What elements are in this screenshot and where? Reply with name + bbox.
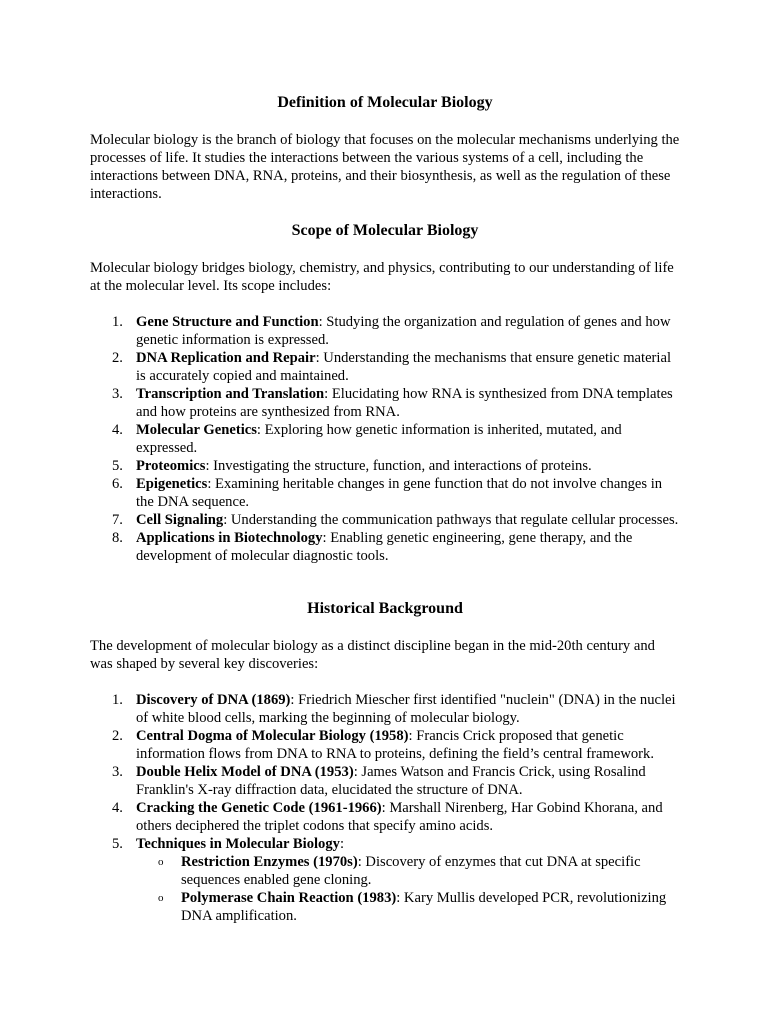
list-number: 3. [112, 764, 123, 780]
section-heading-scope: Scope of Molecular Biology [291, 222, 479, 239]
list-term: Cell Signaling [136, 512, 224, 528]
list-item [90, 475, 680, 511]
list-number: 6. [112, 476, 123, 492]
list-term: Restriction Enzymes (1970s) [181, 854, 358, 870]
list-item [90, 313, 680, 349]
list-item [90, 727, 680, 763]
scope-list [90, 313, 680, 565]
list-text: : Examining heritable changes in gene function that do not involve changes in the DNA sequence. [136, 476, 663, 510]
list-item [90, 799, 680, 835]
list-text: : Exploring how genetic information is inherited, mutated, and expressed. [136, 422, 622, 456]
list-number: 7. [112, 512, 123, 528]
sub-list-item [136, 889, 680, 925]
list-term: DNA Replication and Repair [136, 350, 316, 366]
list-text: : Francis Crick proposed that genetic information flows from DNA to RNA to proteins, defining the field’s central framework. [136, 728, 654, 762]
list-term: Proteomics [136, 458, 206, 474]
definition-paragraph: Molecular biology is the branch of biology that focuses on the molecular mechanisms underlying the processes of life. It studies the interactions between the various systems of a cell, including the interactions between DNA, RNA, proteins, and their biosynthesis, as well as the regulation of these interactions. [90, 132, 680, 202]
list-term: Discovery of DNA (1869) [136, 692, 291, 708]
list-term: Polymerase Chain Reaction (1983) [181, 890, 397, 906]
list-text: : Marshall Nirenberg, Har Gobind Khorana, and others deciphered the triplet codons that specify amino acids. [136, 800, 663, 834]
list-term: Epigenetics [136, 476, 208, 492]
list-text: : Kary Mullis developed PCR, revolutionizing DNA amplification. [181, 890, 667, 924]
list-text: : Friedrich Miescher first identified "nuclein" (DNA) in the nuclei of white blood cells, marking the beginning of molecular biology. [136, 692, 676, 726]
list-term: Gene Structure and Function [136, 314, 319, 330]
sub-list-item [136, 853, 680, 889]
list-number: 2. [112, 728, 123, 744]
list-item [90, 457, 680, 475]
section-heading-history: Historical Background [307, 600, 463, 617]
list-item [90, 349, 680, 385]
list-item [90, 385, 680, 421]
history-paragraph: The development of molecular biology as a distinct discipline began in the mid-20th century and was shaped by several key discoveries: [90, 638, 655, 672]
list-text: : Investigating the structure, function, and interactions of proteins. [205, 458, 592, 474]
list-item [90, 511, 680, 529]
list-number: 1. [112, 692, 123, 708]
list-term: Cracking the Genetic Code (1961-1966) [136, 800, 382, 816]
list-term: Applications in Biotechnology [136, 530, 323, 546]
list-text: : Understanding the mechanisms that ensure genetic material is accurately copied and maintained. [136, 350, 671, 384]
list-number: 5. [112, 836, 123, 852]
list-term: Central Dogma of Molecular Biology (1958) [136, 728, 409, 744]
section-heading-definition: Definition of Molecular Biology [277, 94, 493, 111]
list-number: 1. [112, 314, 123, 330]
list-text: : James Watson and Francis Crick, using Rosalind Franklin's X-ray diffraction data, elucidated the structure of DNA. [136, 764, 646, 798]
bullet-icon: o [158, 856, 164, 868]
list-term: Double Helix Model of DNA (1953) [136, 764, 354, 780]
list-term: Techniques in Molecular Biology [136, 836, 340, 852]
list-term: Molecular Genetics [136, 422, 257, 438]
scope-paragraph: Molecular biology bridges biology, chemistry, and physics, contributing to our understanding of life at the molecular level. Its scope includes: [90, 260, 674, 294]
list-number: 4. [112, 800, 123, 816]
list-number: 3. [112, 386, 123, 402]
list-item [90, 763, 680, 799]
list-item [90, 691, 680, 727]
list-number: 2. [112, 350, 123, 366]
list-number: 8. [112, 530, 123, 546]
list-text: : Enabling genetic engineering, gene therapy, and the development of molecular diagnostic tools. [136, 530, 633, 564]
history-list [90, 691, 680, 925]
list-text: : Understanding the communication pathways that regulate cellular processes. [223, 512, 679, 528]
list-item [90, 421, 680, 457]
list-term: Transcription and Translation [136, 386, 325, 402]
list-item [90, 529, 680, 565]
sub-list [136, 853, 680, 925]
bullet-icon: o [158, 892, 164, 904]
list-text: : [339, 836, 344, 852]
list-text: : Elucidating how RNA is synthesized from DNA templates and how proteins are synthesized from RNA. [136, 386, 673, 420]
list-number: 5. [112, 458, 123, 474]
list-number: 4. [112, 422, 123, 438]
list-item [90, 835, 680, 925]
list-text: : Studying the organization and regulation of genes and how genetic information is expressed. [136, 314, 671, 348]
list-text: : Discovery of enzymes that cut DNA at specific sequences enabled gene cloning. [181, 854, 641, 888]
